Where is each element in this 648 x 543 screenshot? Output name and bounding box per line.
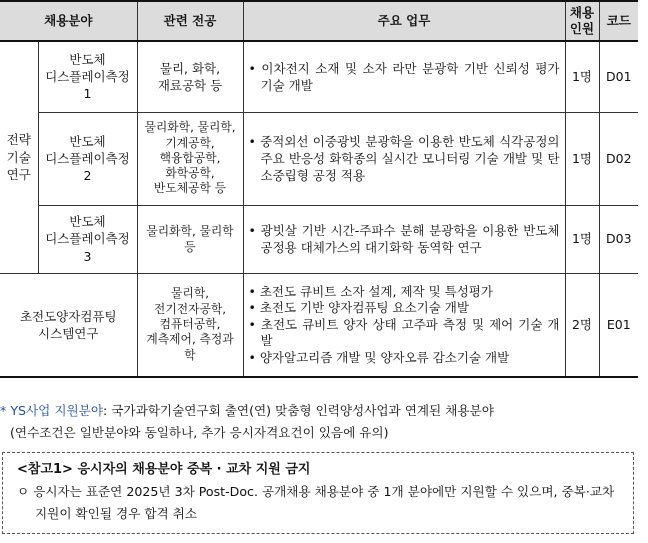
table-row xyxy=(0,273,638,377)
header-count-line1: 채용 xyxy=(569,5,595,20)
major-line: 반도체공학 등 xyxy=(153,181,227,196)
major-cell xyxy=(137,41,243,112)
field-line1: 반도체 xyxy=(69,214,106,230)
count-cell: 1명 xyxy=(565,205,599,273)
code-cell: D02 xyxy=(599,112,638,205)
group-strategic-research xyxy=(0,41,38,273)
major-line: 물리화학, 물리학, xyxy=(144,120,236,135)
major-line: 핵융합공학, xyxy=(159,150,221,165)
field-line2: 디스플레이측정1 xyxy=(45,69,130,102)
group-line3: 연구 xyxy=(6,166,31,182)
major-line: 재료공학 등 xyxy=(157,77,223,93)
field-line2: 시스템연구 xyxy=(38,325,99,341)
reference-title: <참고1> 응시자의 채용분야 중복 · 교차 지원 금지 xyxy=(17,462,311,477)
major-cell xyxy=(137,205,243,273)
reference-box xyxy=(2,452,634,534)
count-cell: 2명 xyxy=(565,273,599,377)
field-line2: 디스플레이측정3 xyxy=(45,231,130,264)
table-row xyxy=(0,112,638,205)
duty-cell xyxy=(243,273,565,377)
duty-cell xyxy=(243,112,565,205)
code-cell: D03 xyxy=(599,205,638,273)
major-line: 기계공학, xyxy=(165,135,215,150)
duty-cell xyxy=(243,205,565,273)
duty-item: • 중적외선 이중광빗 분광학을 이용한 반도체 식각공정의 주요 반응성 화학종의 실시간 모니터링 기술 개발 및 탄소중립형 공정 적용 xyxy=(248,133,560,184)
note-label: YS사업 지원분야 xyxy=(10,403,103,418)
note-line1 xyxy=(0,400,640,422)
header-count xyxy=(565,1,599,41)
group-line1: 전략 xyxy=(6,132,31,148)
field-cell xyxy=(38,112,137,205)
reference-bullet: ㅇ xyxy=(17,484,30,499)
field-line1: 반도체 xyxy=(69,51,106,67)
major-line: 물리, 화학, xyxy=(159,60,221,76)
duty-item: • 이차전지 소재 및 소자 라만 분광학 기반 신뢰성 평가 기술 개발 xyxy=(248,60,560,93)
field-cell xyxy=(38,41,137,112)
header-code: 코드 xyxy=(599,1,638,41)
header-duty: 주요 업무 xyxy=(243,1,565,41)
code-cell: E01 xyxy=(599,273,638,377)
note-line2: (연수조건은 일반분야와 동일하나, 추가 응시자격요건이 있음에 유의) xyxy=(10,425,389,440)
code-cell: D01 xyxy=(599,41,638,112)
ys-program-note xyxy=(0,400,640,444)
field-line1: 반도체 xyxy=(69,133,106,149)
duty-item: • 광빗살 기반 시간-주파수 분해 분광학을 이용한 반도체 공정용 대체가스의 대기화학 동역학 연구 xyxy=(248,222,560,255)
duty-item: • 초전도 큐비트 소자 설계, 제작 및 특성평가 xyxy=(248,283,493,299)
field-cell xyxy=(38,205,137,273)
major-line: 컴퓨터공학, xyxy=(159,317,221,332)
major-line: 물리학, xyxy=(171,286,209,301)
major-line: 등 xyxy=(184,240,196,254)
header-field: 채용분야 xyxy=(0,1,137,41)
reference-text: 응시자는 표준연 2025년 3차 Post-Doc. 공개채용 채용분야 중 1개 분야에만 지원할 수 있으며, 중복·교차 지원이 확인될 경우 합격 취소 xyxy=(33,484,615,521)
field-line1: 초전도양자컴퓨팅 xyxy=(19,308,117,324)
major-line: 물리화학, 물리학 xyxy=(146,223,234,238)
duty-item: • 초전도 큐비트 양자 상태 고주파 측정 및 제어 기술 개발 xyxy=(248,316,560,348)
note-text: : 국가과학기술연구회 출연(연) 맞춤형 인력양성사업과 연계된 채용분야 xyxy=(103,403,494,418)
group-line2: 기술 xyxy=(6,149,31,165)
count-cell: 1명 xyxy=(565,112,599,205)
note-marker: * xyxy=(0,403,7,418)
major-cell xyxy=(137,273,243,377)
reference-item xyxy=(17,481,619,525)
major-cell xyxy=(137,112,243,205)
table-row xyxy=(0,205,638,273)
duty-item: • 양자알고리즘 개발 및 양자오류 감소기술 개발 xyxy=(248,349,510,365)
count-cell: 1명 xyxy=(565,41,599,112)
major-line: 계측제어, 측정과학 xyxy=(146,332,234,362)
table-header-row xyxy=(0,1,638,41)
field-cell xyxy=(0,273,137,377)
duty-item: • 초전도 기반 양자컴퓨팅 요소기술 개발 xyxy=(248,300,469,315)
table-row xyxy=(0,41,638,112)
field-line2: 디스플레이측정2 xyxy=(45,150,130,184)
duty-cell xyxy=(243,41,565,112)
major-line: 화학공학, xyxy=(165,166,215,181)
header-major: 관련 전공 xyxy=(137,1,243,41)
major-line: 전기전자공학, xyxy=(153,301,227,316)
header-count-line2: 인원 xyxy=(569,21,595,36)
